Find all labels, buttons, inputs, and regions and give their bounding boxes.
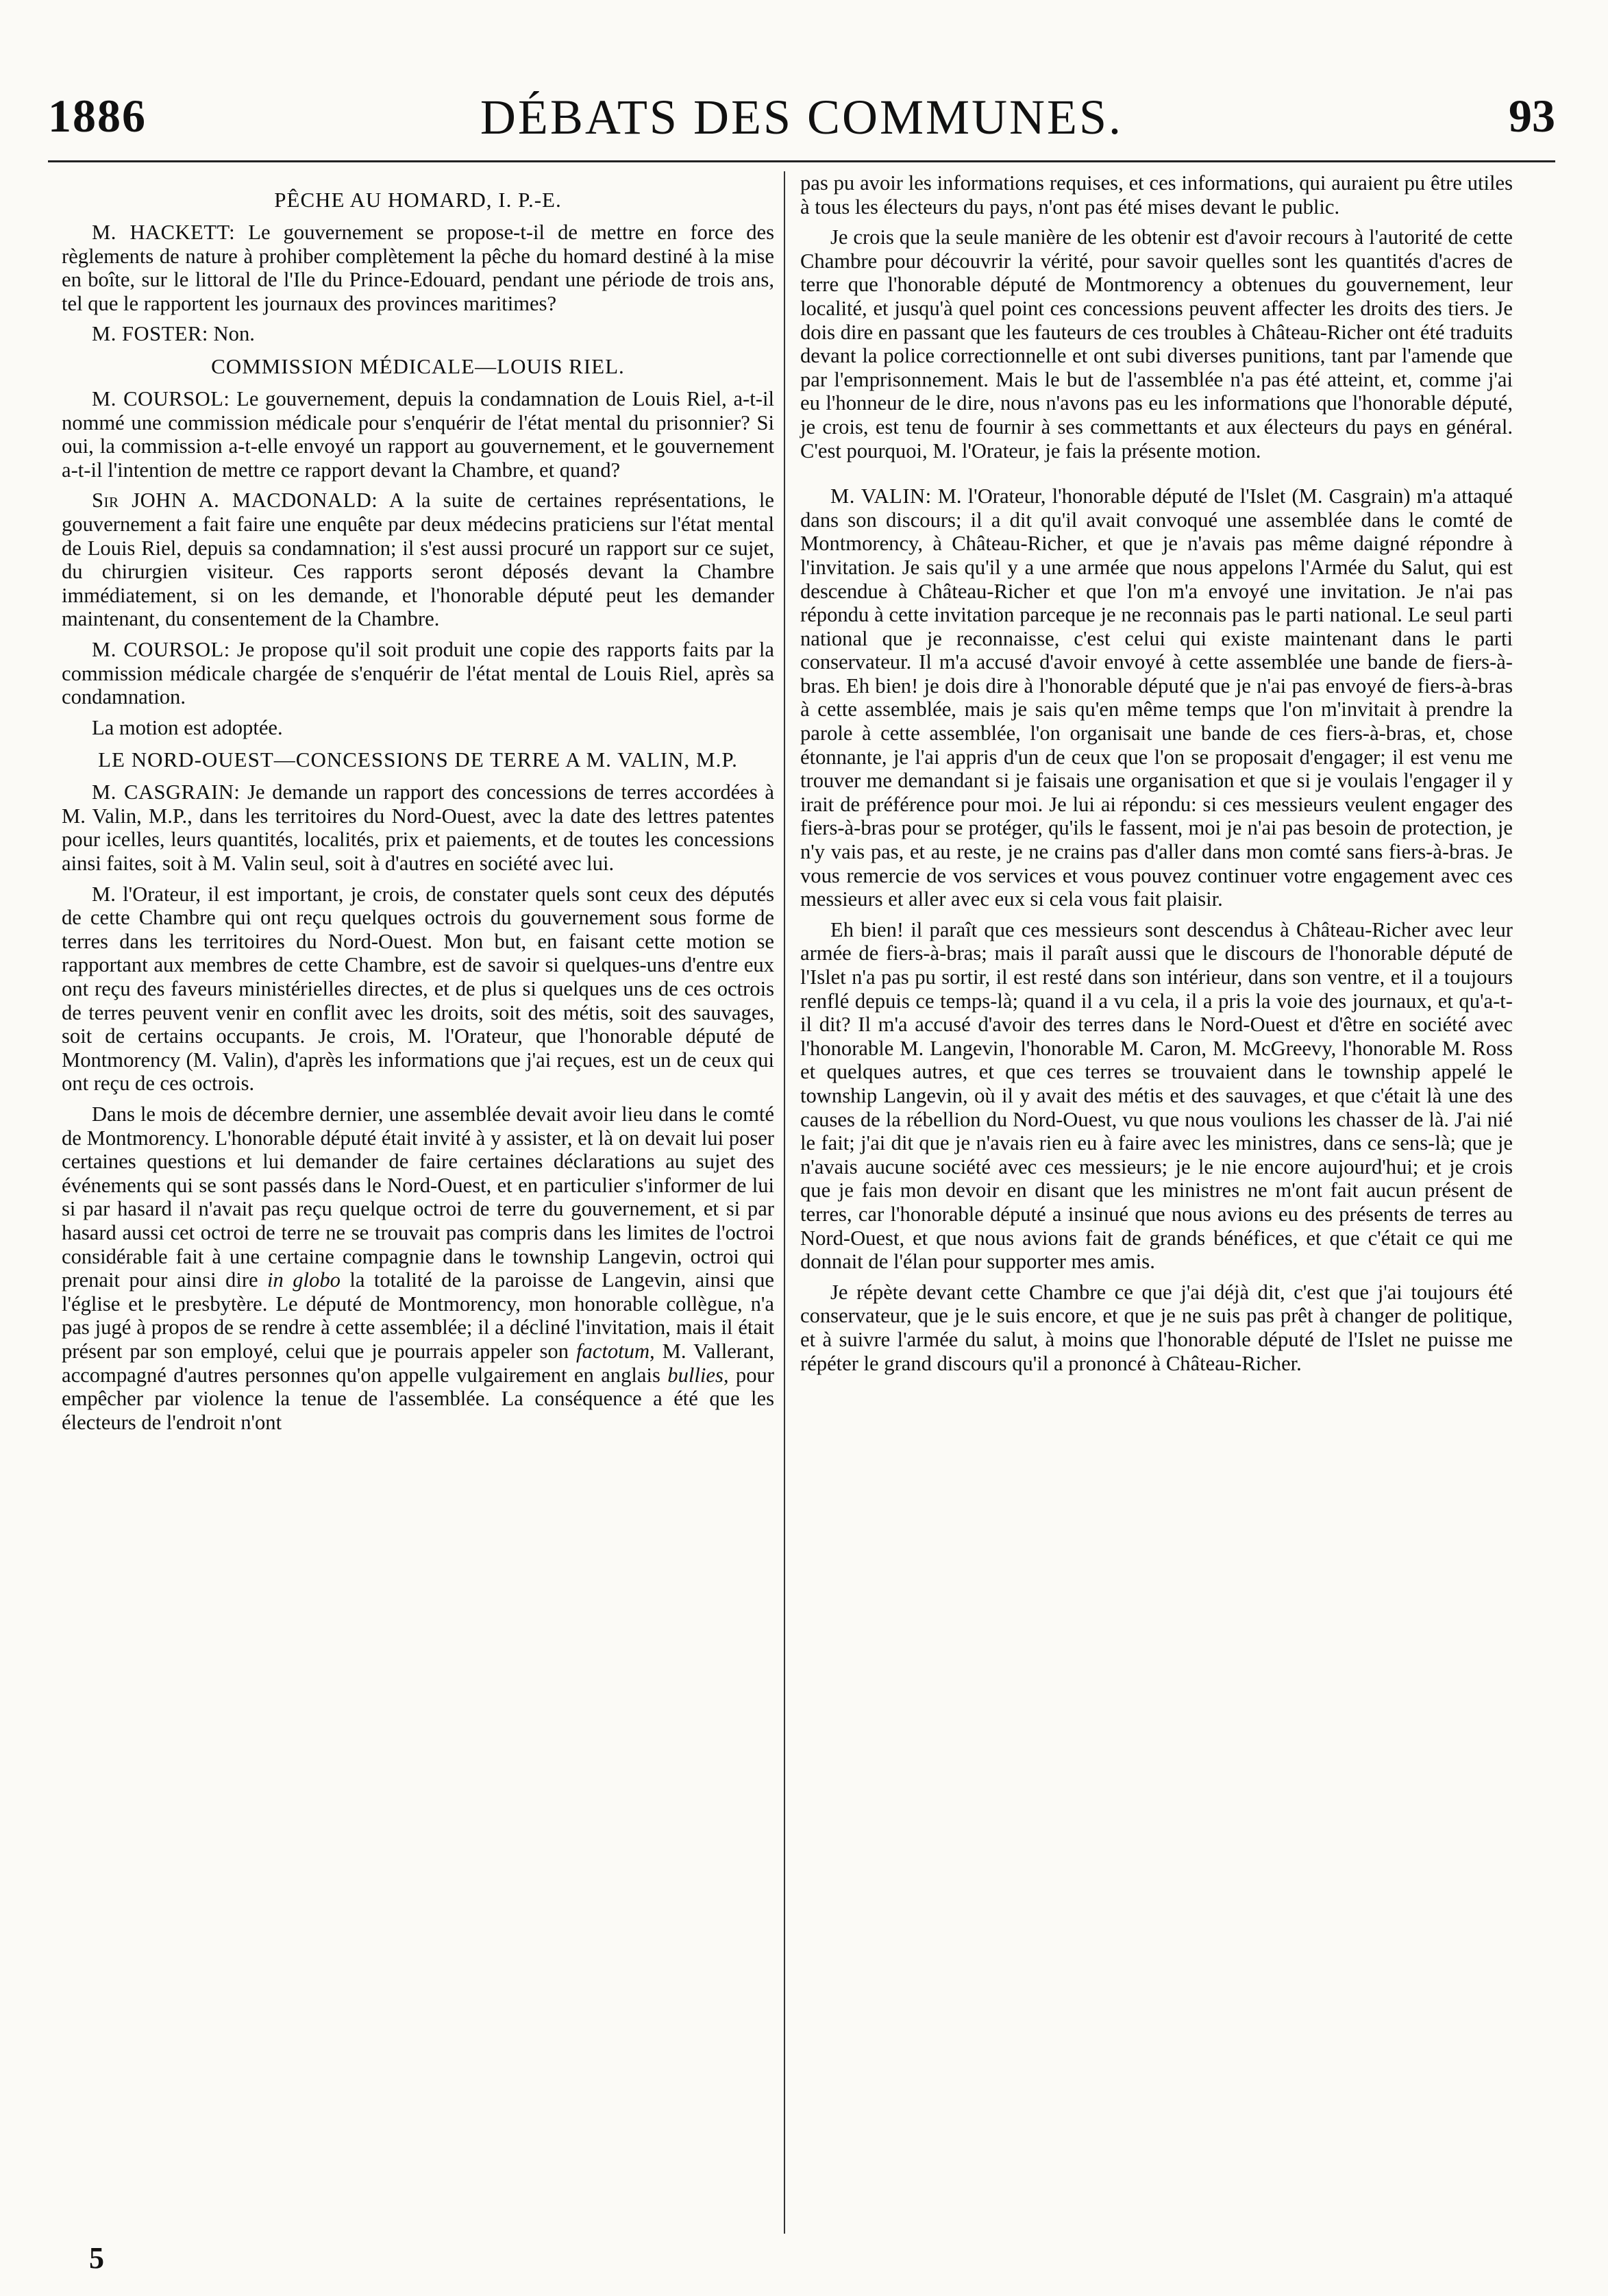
text-valin-1: M. l'Orateur, l'honorable député de l'Islet (M. Casgrain) m'a attaqué dans son discours; il a dit qu'il avait convoqué une assemblée dans le comté de Montmorency, à Château-Richer, et que je n'avais pas même daigné répondre à l'invitation. Je sais qu'il y a une armée que nous appelons l'Armée du Salut, qui est descendue à Château-Richer et que l'on m'a envoyé une invitation. Je n'ai pas répondu à cette invitation parceque je ne reconnais pas le parti national. Le seul parti national que je reconnaisse, c'est celui qui existe maintenant dans le parti conservateur. Il m'a accusé d'avoir envoyé à cette assemblée une bande de fiers-à-bras. Eh bien! je dois dire à l'honorable député que je n'ai pas envoyé de fiers-à-bras à cette assemblée, mais je sais qu'en même temps que l'on m'invitait à prendre la parole à cette assemblée, l'on organisait une bande de ces fiers-à-bras, et, chose étonnante, je l'ai appris d'un de ceux que l'on se proposait d'engager; il est venu me trouver me demandant si je faisais une organisation et que si je voulais l'engager il y irait de préférence pour moi. Je lui ai répondu: si ces messieurs veulent engager des fiers-à-bras pour se protéger, qu'ils le fassent, moi je n'ai pas besoin de protection, je n'y vais pas, et au reste, je ne crains pas d'aller dans mon comté sans fiers-à-bras. Je vous remercie de vos services et vous pouvez continuer votre engagement avec ces messieurs et aller avec eux si cela vous fait plaisir. (800, 484, 1513, 911)
italic-bullies: bullies, (667, 1363, 729, 1387)
paragraph-foster (62, 322, 774, 346)
text-foster: Non. (208, 322, 255, 346)
section-title-riel: COMMISSION MÉDICALE—LOUIS RIEL. (211, 354, 625, 378)
spacer (800, 469, 1513, 484)
column-rule (784, 171, 785, 2234)
paragraph-hackett (62, 221, 774, 315)
paragraph-macdonald (62, 489, 774, 631)
header-rule (48, 160, 1555, 162)
speaker-macdonald: Sir JOHN A. MACDONALD: (92, 489, 378, 513)
header-title: DÉBATS DES COMMUNES. (480, 90, 1124, 145)
text-casgrain-1: Je demande un rapport des concessions de terres accordées à M. Valin, M.P., dans les territoires du Nord-Ouest, avec la date des lettres patentes pour icelles, leurs quantités, localités, prix et paiements, et de toutes les concessions ainsi faites, soit à M. Valin seul, soit à d'autres en société avec lui. (62, 780, 775, 876)
text-casgrain-3b: la totalité de la paroisse de Langevin, ainsi que l'église et le presbytère. Le député de Montmorency, mon honorable collègue, n'a pas jugé à propos de se rendre à cette assemblée; il a décliné l'invitation, mais il était présent par son employé, celui que je pourrais appeler son (62, 1268, 774, 1363)
speaker-hackett: M. HACKETT: (92, 221, 236, 244)
right-column (800, 171, 1513, 1382)
left-column (62, 180, 774, 1441)
paragraph-coursol-2 (62, 638, 774, 709)
section-title-homard: PÊCHE AU HOMARD, I. P.-E. (274, 188, 562, 212)
section-title-nord-ouest: LE NORD-OUEST—CONCESSIONS DE TERRE A M. VALIN, M.P. (98, 748, 738, 772)
text-casgrain-3c: M. Vallerant, accompagné d'autres personnes qu'on appelle vulgairement en anglais (62, 1339, 774, 1387)
header-page-number: 93 (1509, 90, 1555, 142)
speaker-coursol-2: M. COURSOL: (92, 637, 230, 661)
paragraph-casgrain-1 (62, 780, 774, 875)
paragraph-continuation: pas pu avoir les informations requises, et ces informations, qui auraient pu être utiles à tous les électeurs du pays, n'ont pas été mises devant le public. (800, 171, 1513, 219)
paragraph-casgrain-2: M. l'Orateur, il est important, je crois, de constater quels sont ceux des députés de cette Chambre qui ont reçu quelques octrois du gouvernement sous forme de terres dans les territoires du Nord-Ouest. Mon but, en faisant cette motion se rapportant aux membres de cette Chambre, est de savoir si quelques-uns d'entre eux ont reçu des faveurs ministérielles directes, et de plus si quelques uns de ces octrois de terres peuvent venir en conflit avec les droits, soit des métis, soit des sauvages, soit de certains occupants. Je crois, M. l'Orateur, que l'honorable député de Montmorency (M. Valin), d'après les informations que j'ai reçues, est un de ceux qui ont reçu de ces octrois. (62, 882, 774, 1096)
page-header (48, 89, 1555, 158)
speaker-valin: M. VALIN: (830, 484, 932, 508)
text-hackett: Le gouvernement se propose-t-il de mettre en force des règlements de nature à prohiber complètement la pêche du homard destiné à la mise en boîte, sur le littoral de l'Ile du Prince-Edouard, pendant une période de trois ans, tel que le rapportent les journaux des provinces maritimes? (62, 221, 774, 315)
speaker-foster: M. FOSTER: (92, 322, 208, 346)
paragraph-motion-adopted: La motion est adoptée. (92, 715, 283, 739)
text-macdonald: A la suite de certaines représentations, le gouvernement a fait faire une enquête par deux médecins praticiens sur l'état mental de Louis Riel, depuis sa condamnation; il s'est aussi procuré un rapport sur ce sujet, du chirurgien visiteur. Ces rapports seront déposés devant la Chambre immédiatement, si on les demande, et l'honorable député peut les demander maintenant, du consentement de la Chambre. (62, 489, 774, 631)
paragraph-coursol-1 (62, 387, 774, 482)
italic-factotum: factotum, (576, 1339, 655, 1363)
text-casgrain-3a: Dans le mois de décembre dernier, une assemblée devait avoir lieu dans le comté de Montmorency. L'honorable député était invité à y assister, et là on devait lui poser certaines questions et lui demander de faire certaines déclarations au sujet des événements qui se sont passés dans le Nord-Ouest, et en particulier s'informer de lui si par hasard il n'avait pas reçu quelque octroi de terre du gouvernement, et si par hasard aussi cet octroi de terre ne se trouvait pas compris dans les limites de l'octroi considérable fait à une certaine compagnie dans le township Langevin, octroi qui prenait pour ainsi dire (62, 1102, 774, 1292)
text-coursol-2: Je propose qu'il soit produit une copie des rapports faits par la commission médicale chargée de s'enquérir de l'état mental de Louis Riel, après sa condamnation. (62, 637, 774, 709)
paragraph-valin-3: Je répète devant cette Chambre ce que j'ai déjà dit, c'est que j'ai toujours été conservateur, que je le suis encore, et que je ne suis pas prêt à changer de politique, et à suivre l'armée du salut, à moins que l'honorable député de l'Islet ne puisse me répéter le grand discours qu'il a prononcé à Château-Richer. (800, 1280, 1513, 1375)
text-casgrain-3d: pour empêcher par violence la tenue de l'assemblée. La conséquence a été que les électeurs de l'endroit n'ont (62, 1363, 774, 1434)
speaker-casgrain: M. CASGRAIN: (92, 780, 240, 804)
italic-in-globo: in globo (267, 1268, 341, 1292)
signature-mark: 5 (89, 2241, 104, 2275)
paragraph-casgrain-4: Je crois que la seule manière de les obtenir est d'avoir recours à l'autorité de cette Chambre pour découvrir la vérité, pour savoir quelles sont les quantités d'acres de terre que l'honorable député de Montmorency a obtenues du gouvernement, leur localité, et jusqu'à quel point ces concessions peuvent affecter les droits des tiers. Je dois dire en passant que les fauteurs de ces troubles à Château-Richer ont été traduits devant la police correctionnelle et ont subi diverses punitions, tant par l'amende que par l'emprisonnement. Mais le but de l'assemblée n'a pas été atteint, et, comme j'ai eu l'honneur de le dire, nous n'avons pas eu les informations que l'honorable député, je crois, est tenu de fournir à ses commettants et aux électeurs du pays en général. C'est pourquoi, M. l'Orateur, je fais la présente motion. (800, 225, 1513, 462)
paragraph-casgrain-3 (62, 1102, 774, 1434)
paragraph-valin-2: Eh bien! il paraît que ces messieurs sont descendus à Château-Richer avec leur armée de fiers-à-bras; mais il paraît aussi que le discours de l'honorable député de l'Islet n'a pas pu sortir, il est resté dans son intérieur, dans son ventre, et il a toujours renflé depuis ce temps-là; quand il a vu cela, il a pris la voie des journaux, et qu'a-t-il dit? Il m'a accusé d'avoir des terres dans le Nord-Ouest et d'être en société avec l'honorable M. Langevin, l'honorable M. Caron, M. McGreevy, l'honorable M. Ross et quelques autres, et que ces terres se trouvaient dans le township appelé le township Langevin, où il y avait des métis et des sauvages, et que c'était là une des causes de la rébellion du Nord-Ouest, vu que nous voulions les chasser de là. J'ai nié le fait; j'ai dit que je n'avais rien eu à faire avec les ministres, dans ce sens-là; que je n'avais aucune société avec ces messieurs; je le nie encore aujourd'hui; et je crois que je fais mon devoir en disant que les ministres ne m'ont fait aucun présent de terres, car l'honorable député a insinué que nous avions eu des présents de terres au Nord-Ouest, et que nous avions fait de grands bénéfices, et que c'était ce qui me donnait de l'élan pour supporter mes amis. (800, 917, 1513, 1274)
text-coursol-1: Le gouvernement, depuis la condamnation de Louis Riel, a-t-il nommé une commission médicale pour s'enquérir de l'état mental du prisonnier? Si oui, la commission a-t-elle envoyé un rapport au gouvernement, et le gouvernement a-t-il l'intention de mettre ce rapport devant la Chambre, et quand? (62, 386, 774, 482)
speaker-coursol-1: M. COURSOL: (92, 386, 230, 410)
paragraph-valin-1 (800, 484, 1513, 911)
header-year: 1886 (48, 90, 147, 142)
